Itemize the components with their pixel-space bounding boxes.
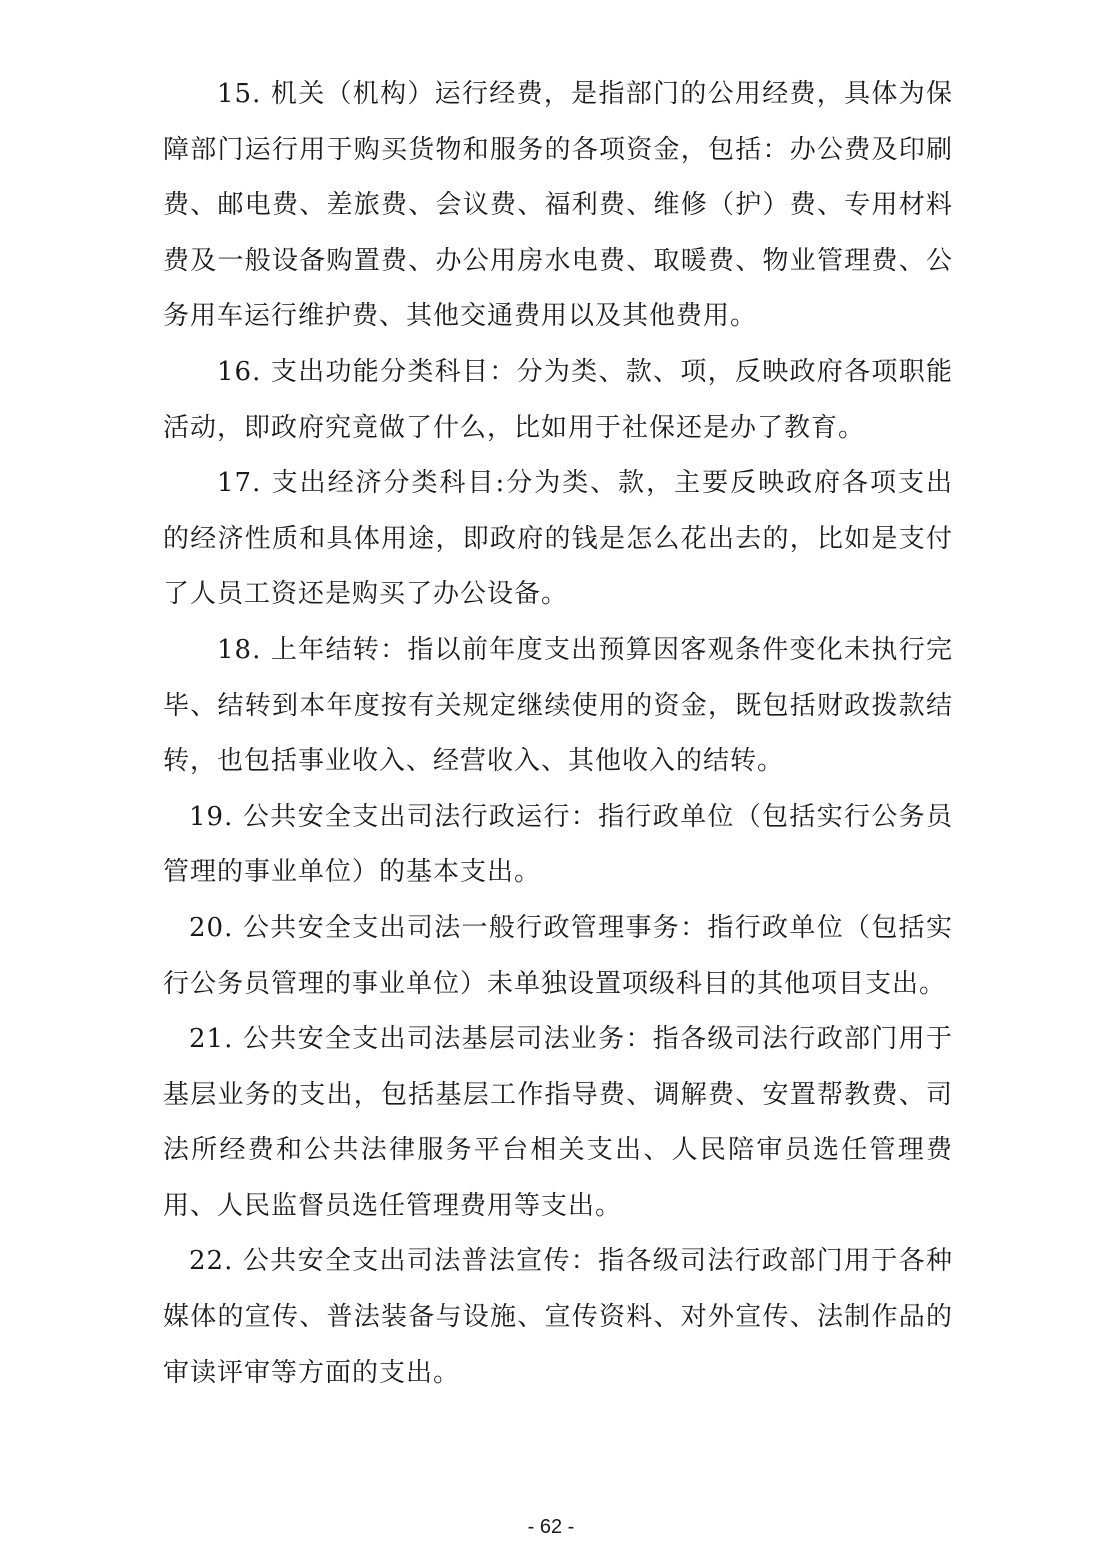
document-body	[163, 67, 953, 1401]
paragraph-22: 22. 公共安全支出司法普法宣传：指各级司法行政部门用于各种媒体的宣传、普法装备与设施、宣传资料、对外宣传、法制作品的审读评审等方面的支出。	[163, 1246, 953, 1388]
paragraph-16: 16. 支出功能分类科目：分为类、款、项，反映政府各项职能活动，即政府究竟做了什么，比如用于社保还是办了教育。	[163, 356, 953, 443]
paragraph-19: 19. 公共安全支出司法行政运行：指行政单位（包括实行公务员管理的事业单位）的基本支出。	[163, 801, 953, 888]
paragraph-21: 21. 公共安全支出司法基层司法业务：指各级司法行政部门用于基层业务的支出，包括基层工作指导费、调解费、安置帮教费、司法所经费和公共法律服务平台相关支出、人民陪审员选任管理费用、人民监督员选任管理费用等支出。	[163, 1024, 953, 1221]
paragraph-15: 15. 机关（机构）运行经费，是指部门的公用经费，具体为保障部门运行用于购买货物和服务的各项资金，包括：办公费及印刷费、邮电费、差旅费、会议费、福利费、维修（护）费、专用材料费及一般设备购置费、办公用房水电费、取暖费、物业管理费、公务用车运行维护费、其他交通费用以及其他费用。	[163, 79, 953, 332]
paragraph-18: 18. 上年结转：指以前年度支出预算因客观条件变化未执行完毕、结转到本年度按有关规定继续使用的资金，既包括财政拨款结转，也包括事业收入、经营收入、其他收入的结转。	[163, 634, 953, 777]
paragraph-17: 17. 支出经济分类科目:分为类、款，主要反映政府各项支出的经济性质和具体用途，即政府的钱是怎么花出去的，比如是支付了人员工资还是购买了办公设备。	[163, 468, 953, 610]
page-number: - 62 -	[527, 1516, 575, 1538]
paragraph-20: 20. 公共安全支出司法一般行政管理事务：指行政单位（包括实行公务员管理的事业单位）未单独设置项级科目的其他项目支出。	[163, 912, 953, 999]
